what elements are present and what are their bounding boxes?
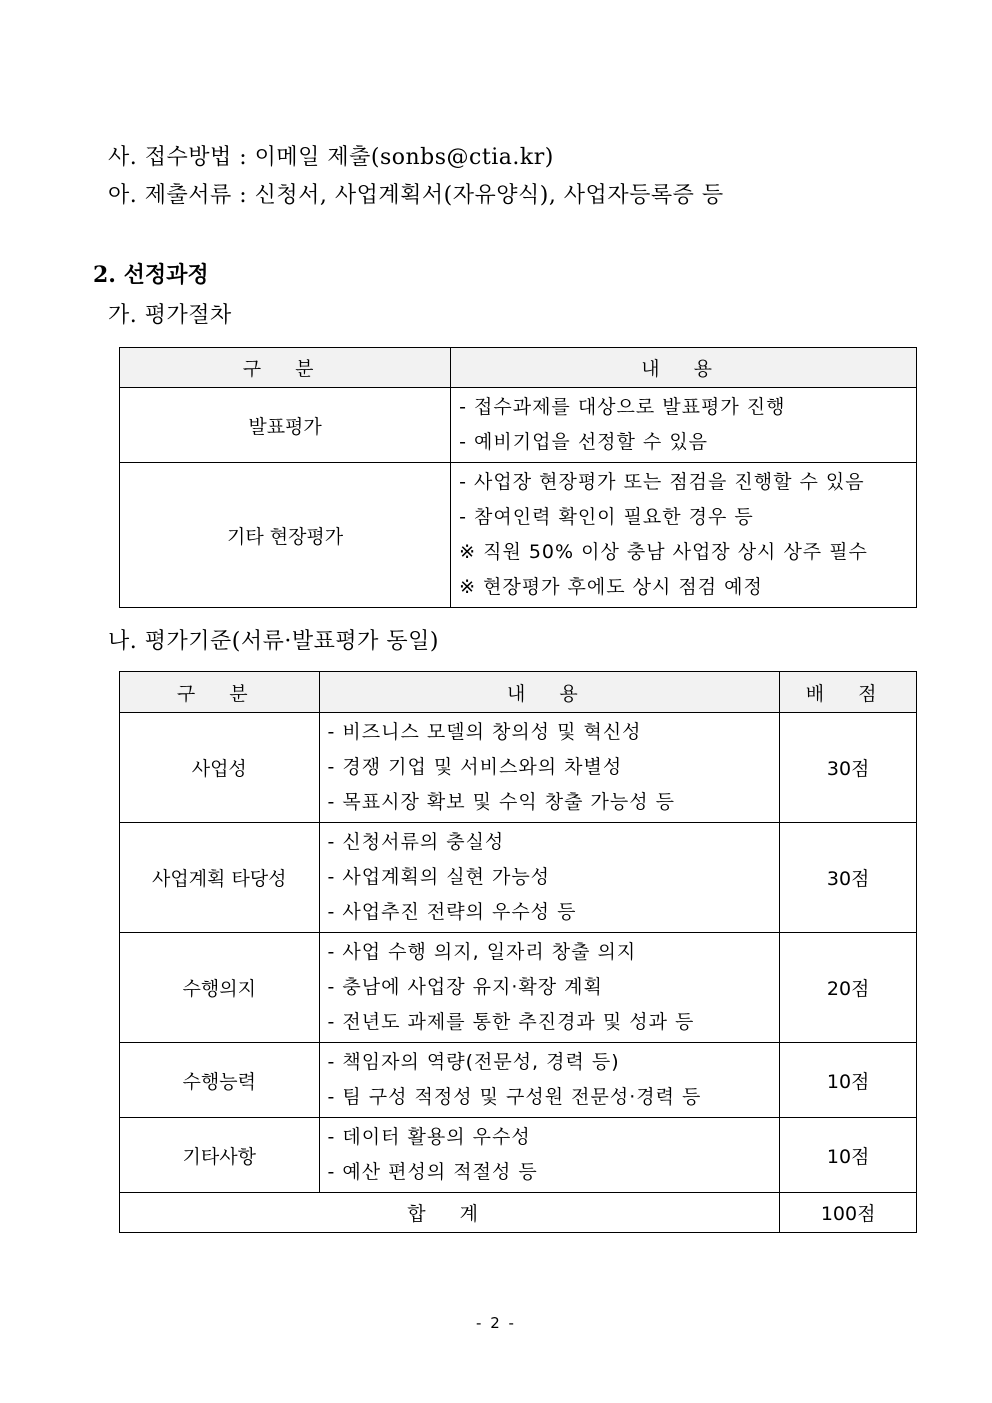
header-score: 배 점 <box>780 672 917 713</box>
table-row <box>120 713 917 823</box>
row-label: 사업계획 타당성 <box>120 823 320 933</box>
content-item: - 사업추진 전략의 우수성 등 <box>327 901 577 923</box>
row-content <box>319 823 780 933</box>
section-title: 2. 선정과정 <box>93 262 209 288</box>
row-content <box>319 933 780 1043</box>
row-label: 기타사항 <box>120 1118 320 1193</box>
content-item: - 사업계획의 실현 가능성 <box>327 866 551 888</box>
content-item: - 경쟁 기업 및 서비스와의 차별성 <box>327 756 623 778</box>
content-item: - 접수과제를 대상으로 발표평가 진행 <box>459 396 786 418</box>
row-content <box>451 463 917 608</box>
procedure-table <box>119 347 917 608</box>
total-score: 100점 <box>780 1193 917 1233</box>
total-label: 합 계 <box>120 1193 780 1233</box>
row-score: 30점 <box>780 713 917 823</box>
criteria-table <box>119 671 917 1233</box>
content-item: - 책임자의 역량(전문성, 경력 등) <box>327 1051 620 1073</box>
row-label: 수행의지 <box>120 933 320 1043</box>
table-row <box>120 933 917 1043</box>
table-row <box>120 1043 917 1118</box>
submission-documents-line: 아. 제출서류 : 신청서, 사업계획서(자유양식), 사업자등록증 등 <box>108 183 724 208</box>
header-category: 구 분 <box>120 348 451 388</box>
content-item: - 예산 편성의 적절성 등 <box>327 1161 538 1183</box>
page-number: - 2 - <box>476 1314 516 1332</box>
content-item: ※ 현장평가 후에도 상시 점검 예정 <box>459 576 763 598</box>
total-row <box>120 1193 917 1233</box>
row-label: 수행능력 <box>120 1043 320 1118</box>
row-content <box>319 1118 780 1193</box>
header-content: 내 용 <box>451 348 917 388</box>
submission-method-line: 사. 접수방법 : 이메일 제출(sonbs@ctia.kr) <box>108 145 554 170</box>
row-score: 20점 <box>780 933 917 1043</box>
row-content <box>319 713 780 823</box>
subsection-procedure: 가. 평가절차 <box>108 303 232 328</box>
table-row <box>120 1118 917 1193</box>
row-label: 기타 현장평가 <box>120 463 451 608</box>
content-item: ※ 직원 50% 이상 충남 사업장 상시 상주 필수 <box>459 541 868 563</box>
content-item: - 충남에 사업장 유지·확장 계획 <box>327 976 603 998</box>
content-item: - 예비기업을 선정할 수 있음 <box>459 431 709 453</box>
content-item: - 사업 수행 의지, 일자리 창출 의지 <box>327 941 637 963</box>
row-score: 10점 <box>780 1043 917 1118</box>
content-item: - 비즈니스 모델의 창의성 및 혁신성 <box>327 721 642 743</box>
content-item: - 데이터 활용의 우수성 <box>327 1126 531 1148</box>
row-content <box>319 1043 780 1118</box>
subsection-criteria: 나. 평가기준(서류·발표평가 동일) <box>108 629 439 654</box>
row-label: 사업성 <box>120 713 320 823</box>
row-score: 10점 <box>780 1118 917 1193</box>
header-category: 구 분 <box>120 672 320 713</box>
content-item: - 팀 구성 적정성 및 구성원 전문성·경력 등 <box>327 1086 702 1108</box>
table-row <box>120 823 917 933</box>
content-item: - 사업장 현장평가 또는 점검을 진행할 수 있음 <box>459 471 865 493</box>
row-label: 발표평가 <box>120 388 451 463</box>
header-content: 내 용 <box>319 672 780 713</box>
table-row <box>120 388 917 463</box>
table-row <box>120 463 917 608</box>
content-item: - 전년도 과제를 통한 추진경과 및 성과 등 <box>327 1011 695 1033</box>
content-item: - 목표시장 확보 및 수익 창출 가능성 등 <box>327 791 675 813</box>
row-score: 30점 <box>780 823 917 933</box>
content-item: - 참여인력 확인이 필요한 경우 등 <box>459 506 754 528</box>
content-item: - 신청서류의 충실성 <box>327 831 505 853</box>
row-content <box>451 388 917 463</box>
